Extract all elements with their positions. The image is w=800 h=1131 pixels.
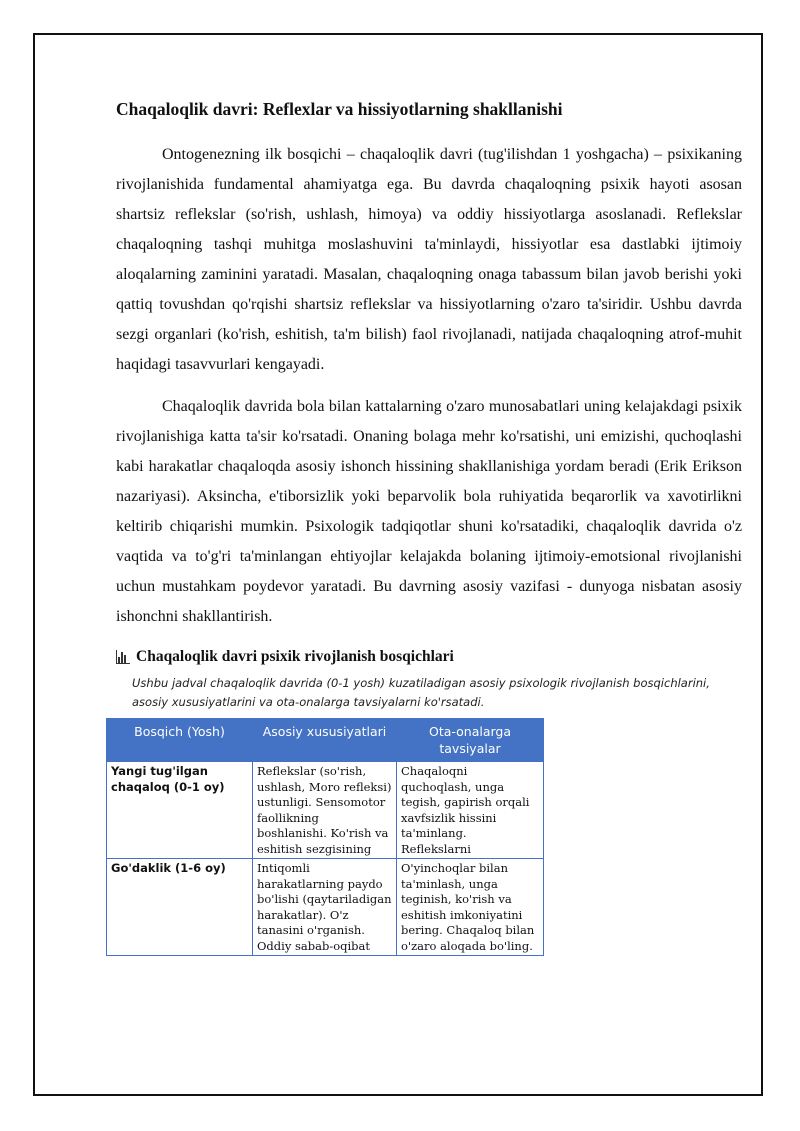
paragraph-2: Chaqaloqlik davrida bola bilan kattalarning o'zaro munosabatlari uning kelajakdagi psixik rivojlanishiga katta ta'sir ko'rsatadi. Onaning bolaga mehr ko'rsatishi, uni emizishi, quchoqlashi kabi harakatlar chaqaloqda asosiy ishonch hissining shakllanishiga yordam beradi (Erik Erikson nazariyasi). Aksincha, e'tiborsizlik yoki beparvolik bola ruhiyatida beqarorlik va xavotirlikni keltirib chiqarishi mumkin. Psixologik tadqiqotlar shuni ko'rsatadiki, chaqaloqlik davrida o'z vaqtida va to'g'ri ta'minlangan ehtiyojlar kelajakda bolaning ijtimoiy-emotsional rivojlanishi uchun mustahkam poydevor yaratadi. Bu davrning asosiy vazifasi - dunyoga nisbatan asosiy ishonchni shakllantirish. [116, 398, 742, 625]
document-title: Chaqaloqlik davri: Reflexlar va hissiyotlarning shakllanishi [116, 99, 563, 119]
stage-text: Yangi tug'ilgan chaqaloq (0-1 oy) [111, 764, 225, 794]
features-cell [253, 859, 397, 956]
column-header: Ota-onalarga tavsiyalar [397, 719, 544, 762]
table-title: Chaqaloqlik davri psixik rivojlanish bosqichlari [136, 648, 454, 665]
tips-cell [397, 762, 544, 859]
table-heading [116, 648, 742, 666]
tips-cell [397, 859, 544, 956]
stages-table [106, 718, 544, 956]
stage-cell [107, 859, 253, 956]
table-caption: Ushbu jadval chaqaloqlik davrida (0-1 yosh) kuzatiladigan asosiy psixologik rivojlanish bosqichlarini, asosiy xususiyatlarini va ota-onalarga tavsiyalarni ko'rsatadi. [132, 676, 710, 709]
bar-chart-icon [116, 650, 130, 664]
stage-cell [107, 762, 253, 859]
column-header: Asosiy xususiyatlari [253, 719, 397, 762]
paragraph-1: Ontogenezning ilk bosqichi – chaqaloqlik davri (tug'ilishdan 1 yoshgacha) – psixikaning rivojlanishida fundamental ahamiyatga ega. Bu davrda chaqaloqning psixik hayoti asosan shartsiz reflekslar (so'rish, ushlash, himoya) va oddiy hissiyotlarga asoslanadi. Reflekslar chaqaloqning tashqi muhitga moslashuvini ta'minlaydi, hissiyotlar esa dastlabki ijtimoiy aloqalarning zaminini yaratadi. Masalan, chaqaloqning onaga tabassum bilan javob berishi yoki qattiq tovushdan qo'rqishi shartsiz reflekslar va hissiyotlarning o'zaro ta'siridir. Ushbu davrda sezgi organlari (ko'rish, eshitish, ta'm bilish) faol rivojlanadi, natijada chaqaloqning atrof-muhit haqidagi tasavvurlari kengayadi. [116, 146, 742, 373]
stage-text: Go'daklik (1-6 oy) [111, 861, 226, 875]
document-body [111, 96, 742, 956]
table-row [107, 859, 544, 956]
features-cell [253, 762, 397, 859]
table-header-row [107, 719, 544, 762]
tips-text: Chaqaloqni quchoqlash, unga tegish, gapirish orqali xavfsizlik hissini ta'minlang. Reflekslarni [401, 764, 530, 856]
features-text: Reflekslar (so'rish, ushlash, Moro refleksi) ustunligi. Sensomotor faollikning boshlanishi. Ko'rish va eshitish sezgisining [257, 764, 392, 856]
features-text: Intiqomli harakatlarning paydo bo'lishi (qaytariladigan harakatlar). O'z tanasini o'rganish. Oddiy sabab-oqibat [257, 861, 392, 953]
tips-text: O'yinchoqlar bilan ta'minlash, unga teginish, ko'rish va eshitish imkoniyatini bering. Chaqaloq bilan o'zaro aloqada bo'ling. [401, 861, 535, 953]
table-row [107, 762, 544, 859]
column-header: Bosqich (Yosh) [107, 719, 253, 762]
